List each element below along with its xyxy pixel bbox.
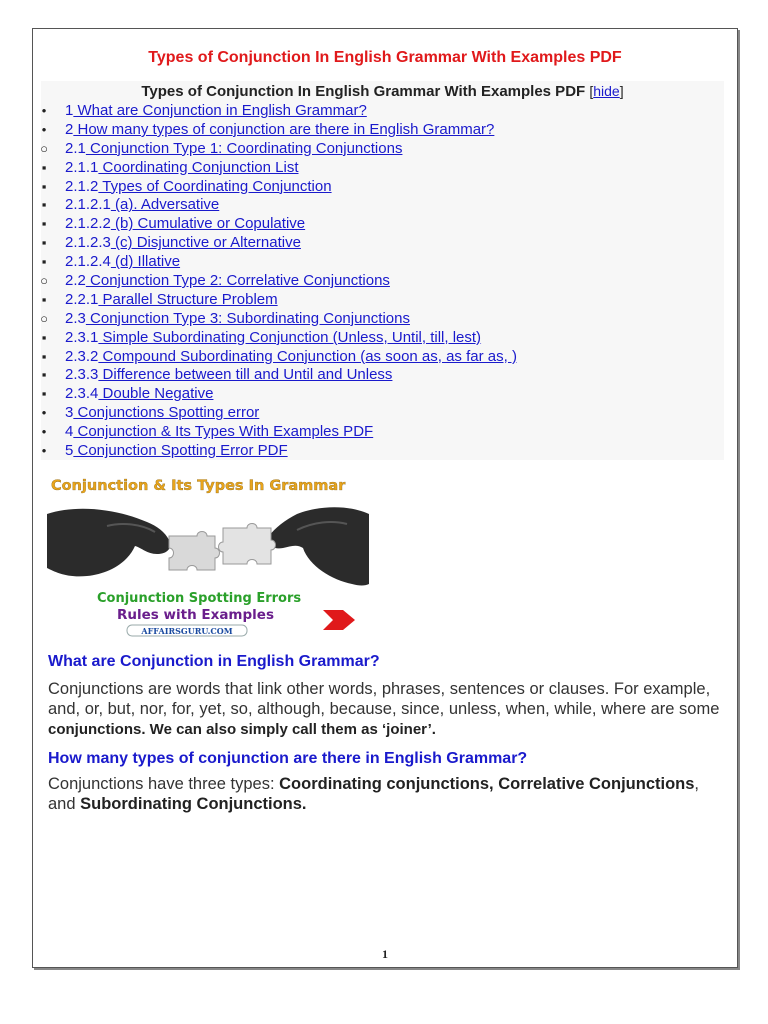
toc-item-link[interactable]: Parallel Structure Problem (98, 290, 278, 308)
toc-item[interactable] (41, 272, 724, 291)
toc-item-number[interactable]: 2.1.2.2 (65, 215, 111, 233)
document-page (32, 28, 738, 968)
bullet-icon: ▪ (41, 235, 47, 251)
bullet-icon: • (41, 405, 47, 421)
toc-item-link[interactable]: Types of Coordinating Conjunction (98, 177, 332, 195)
toc-item-number[interactable]: 1 (65, 102, 74, 119)
bullet-icon: ▪ (41, 216, 47, 232)
toc-item-link[interactable]: (a). Adversative (110, 196, 220, 214)
toc-item-link[interactable]: Compound Subordinating Conjunction (as soon as, as far as, ) (98, 347, 517, 365)
bullet-icon: ▪ (41, 197, 47, 213)
toc-item-link[interactable]: Difference between till and Until and Unless (98, 366, 393, 384)
toc-item[interactable] (41, 234, 724, 253)
toc-item-link[interactable]: Conjunction Type 1: Coordinating Conjunctions (85, 139, 403, 157)
document-title: Types of Conjunction In English Grammar With Examples PDF (148, 49, 622, 66)
toc-item-number[interactable]: 2.2 (65, 272, 86, 290)
toc-list (41, 102, 724, 461)
section-what-paragraph: Conjunctions are words that link other words, phrases, sentences or clauses. For example, and, or, but, nor, for, yet, so, although, because, since, unless, when, while, where are some conjunctions. We can also simply call them as ‘joiner’. (48, 680, 720, 738)
toc-item-number[interactable]: 3 (65, 404, 74, 422)
toc-item[interactable] (41, 102, 724, 121)
toc-item[interactable] (41, 291, 724, 310)
bullet-icon: ▪ (41, 159, 47, 175)
toc-item-link[interactable]: What are Conjunction in English Grammar? (73, 102, 367, 119)
toc-item-link[interactable]: Conjunction & Its Types With Examples PDF (73, 423, 374, 441)
toc-item-number[interactable]: 2.1.1 (65, 158, 99, 176)
toc-item-link[interactable]: Conjunctions Spotting error (73, 404, 260, 422)
toc-item[interactable] (41, 385, 724, 404)
toc-item-number[interactable]: 4 (65, 423, 74, 441)
toc-item-number[interactable]: 2.1.2.4 (65, 253, 111, 271)
bullet-icon: ○ (40, 273, 48, 289)
toc-item[interactable] (41, 442, 724, 461)
toc-item-link[interactable]: Double Negative (98, 385, 214, 403)
toc-item-number[interactable]: 2.1.2 (65, 177, 99, 195)
toc-item[interactable] (41, 404, 724, 423)
section-what-heading: What are Conjunction in English Grammar? (48, 653, 380, 670)
banner-graphic (47, 474, 369, 639)
banner-image (47, 474, 369, 639)
banner-subtitle: Conjunction Spotting Errors (97, 591, 302, 606)
bullet-icon: ▪ (41, 329, 47, 345)
toc-item[interactable] (41, 159, 724, 178)
toc-item-number[interactable]: 2.3 (65, 309, 86, 327)
bullet-icon: • (41, 424, 47, 440)
toc-item[interactable] (41, 348, 724, 367)
bullet-icon: • (41, 443, 47, 459)
toc-item-link[interactable]: Coordinating Conjunction List (98, 158, 299, 176)
toc-item[interactable] (41, 121, 724, 140)
toc-item[interactable] (41, 329, 724, 348)
bullet-icon: ○ (40, 310, 48, 326)
toc-item-number[interactable]: 2.3.2 (65, 347, 99, 365)
bullet-icon: ▪ (41, 254, 47, 270)
bullet-icon: ○ (40, 140, 48, 156)
bullet-icon: • (41, 121, 47, 137)
toc-item-link[interactable]: (c) Disjunctive or Alternative (110, 234, 301, 252)
toc-item-link[interactable]: Simple Subordinating Conjunction (Unless, Until, till, lest) (98, 328, 482, 346)
page-number: 1 (382, 947, 388, 961)
banner-title: Conjunction & Its Types In Grammar (51, 478, 346, 494)
banner-tagline: Rules with Examples (117, 607, 274, 623)
bullet-icon: ▪ (41, 367, 47, 383)
toc-item-link[interactable]: Conjunction Type 2: Correlative Conjunctions (85, 272, 390, 290)
toc-item[interactable] (41, 253, 724, 272)
toc-heading (41, 83, 724, 102)
toc-heading-text: Types of Conjunction In English Grammar With Examples PDF (141, 83, 586, 100)
bullet-icon: ▪ (41, 348, 47, 364)
toc-item-number[interactable]: 2 (65, 120, 74, 138)
toc-item[interactable] (41, 178, 724, 197)
toc-item[interactable] (41, 423, 724, 442)
toc-item-number[interactable]: 2.1.2.3 (65, 234, 111, 252)
toc-item-link[interactable]: Conjunction Spotting Error PDF (73, 442, 288, 460)
toc-item-link[interactable]: (b) Cumulative or Copulative (110, 215, 306, 233)
toc-item[interactable] (41, 140, 724, 159)
bullet-icon: ▪ (41, 291, 47, 307)
toc-item-link[interactable]: Conjunction Type 3: Subordinating Conjunctions (85, 309, 410, 327)
bullet-icon: • (41, 103, 47, 118)
toc-item-number[interactable]: 5 (65, 442, 74, 460)
toc-item-number[interactable]: 2.1 (65, 139, 86, 157)
puzzle-piece-left-icon (169, 532, 220, 571)
toc-item-number[interactable]: 2.1.2.1 (65, 196, 111, 214)
toc-item-number[interactable]: 2.2.1 (65, 290, 99, 308)
toc-item-link[interactable]: How many types of conjunction are there in English Grammar? (73, 120, 495, 138)
toc-item[interactable] (41, 310, 724, 329)
bullet-icon: ▪ (41, 386, 47, 402)
toc-item-number[interactable]: 2.3.4 (65, 385, 99, 403)
toc-item-number[interactable]: 2.3.3 (65, 366, 99, 384)
puzzle-piece-right-icon (219, 524, 276, 565)
bullet-icon: ▪ (41, 178, 47, 194)
toc-item-link[interactable]: (d) Illative (110, 253, 181, 271)
toc-item[interactable] (41, 366, 724, 385)
section-types-heading: How many types of conjunction are there in English Grammar? (48, 750, 528, 767)
section-types-paragraph: Conjunctions have three types: Coordinating conjunctions, Correlative Conjunctions, and Subordinating Conjunctions. (48, 775, 699, 813)
toc-item[interactable] (41, 196, 724, 215)
table-of-contents (41, 81, 724, 460)
toc-item[interactable] (41, 215, 724, 234)
toc-hide-link[interactable]: hide (593, 83, 620, 99)
toc-item-number[interactable]: 2.3.1 (65, 328, 99, 346)
toc-hide-toggle: [hide] (589, 83, 624, 99)
banner-brand: AFFAIRSGURU.COM (141, 626, 233, 636)
